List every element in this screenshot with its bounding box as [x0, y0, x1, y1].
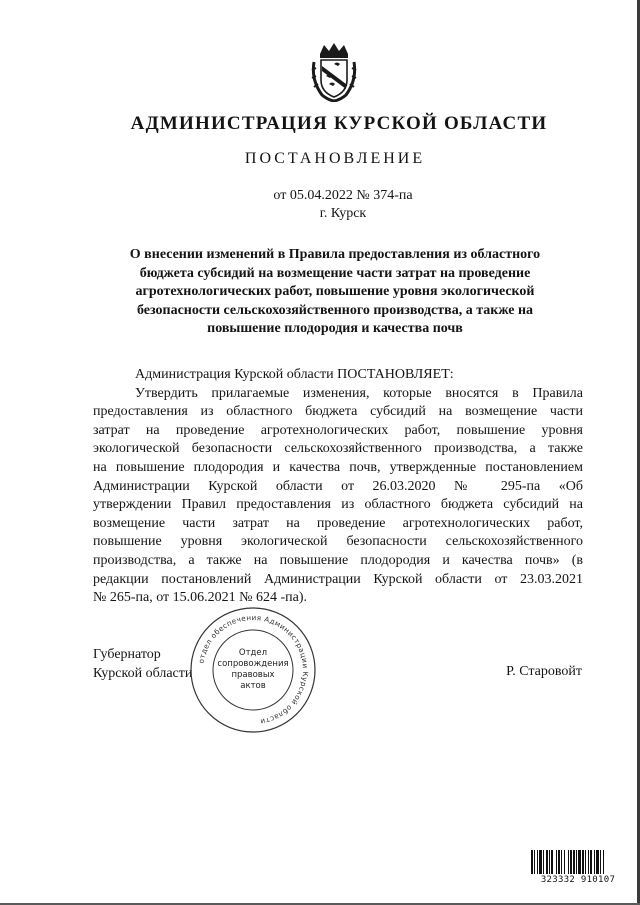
paragraph-line: производства, а также на повышение плодородия и качества почв» (в — [93, 552, 583, 568]
official-stamp — [188, 606, 318, 734]
paragraph-line: затрат на проведение агротехнологических работ, повышение уровня — [93, 422, 583, 438]
document-title — [105, 246, 565, 339]
paragraph-line: повышение уровня экологической безопасности сельскохозяйственного — [93, 534, 583, 550]
stamp-line: правовых — [231, 670, 275, 680]
signatory-name: Р. Старовойт — [506, 664, 582, 679]
title-line: повышение плодородия и качества почв — [207, 321, 463, 337]
paragraph-line: возмещение части затрат на проведение агротехнологических работ, — [93, 515, 583, 531]
paragraph-line: предоставления из областного бюджета субсидий на возмещение части — [93, 404, 583, 420]
city: г. Курск — [319, 206, 367, 221]
organization-name: АДМИНИСТРАЦИЯ КУРСКОЙ ОБЛАСТИ — [130, 113, 548, 134]
barcode — [531, 850, 625, 886]
paragraph-line: на повышение плодородия и качества почв, утвержденные постановлением — [93, 459, 583, 475]
signatory-title-line: Курской области — [93, 665, 193, 681]
paragraph-line: № 265-па, от 15.06.2021 № 624 -па). — [93, 590, 308, 606]
paragraph-line: экологической безопасности сельскохозяйственного производства, а также — [93, 441, 583, 457]
stamp-line: актов — [240, 681, 266, 691]
title-line: агротехнологических работ, повышение уровня экологической — [135, 284, 535, 300]
stamp-line: Отдел — [238, 648, 268, 658]
barcode-number: 323332 910107 — [540, 875, 616, 885]
paragraph-line: редакции постановлений Администрации Курской области от 23.03.2021 — [93, 571, 583, 587]
document-type: ПОСТАНОВЛЕНИЕ — [244, 150, 426, 167]
coat-of-arms-kursk-icon — [310, 40, 358, 102]
date-and-number: от 05.04.2022 № 374-па — [273, 188, 413, 203]
stamp-center-text — [188, 606, 318, 734]
stamp-ring-text: отдел обеспечения Администрации Курской области — [196, 612, 311, 727]
title-line: безопасности сельскохозяйственного производства, а также на — [136, 302, 534, 318]
title-line: бюджета субсидий на возмещение части затрат на проведение — [139, 265, 531, 281]
signatory-title-line: Губернатор — [93, 647, 161, 662]
paragraph-line: Утвердить прилагаемые изменения, которые вносятся в Правила — [135, 385, 583, 401]
stamp-line: сопровождения — [217, 659, 289, 669]
paragraph-line: утверждении Правил предоставления из областного бюджета субсидий на — [93, 497, 583, 513]
resolution-lead: Администрация Курской области ПОСТАНОВЛЯЕТ: — [135, 367, 454, 382]
title-line: О внесении изменений в Правила предоставления из областного — [129, 247, 541, 262]
paragraph-line: Администрации Курской области от 26.03.2020 № 295-па «Об — [93, 478, 583, 494]
resolution-paragraph — [93, 385, 583, 608]
barcode-bars-icon — [531, 850, 625, 874]
signatory-title — [93, 646, 192, 683]
